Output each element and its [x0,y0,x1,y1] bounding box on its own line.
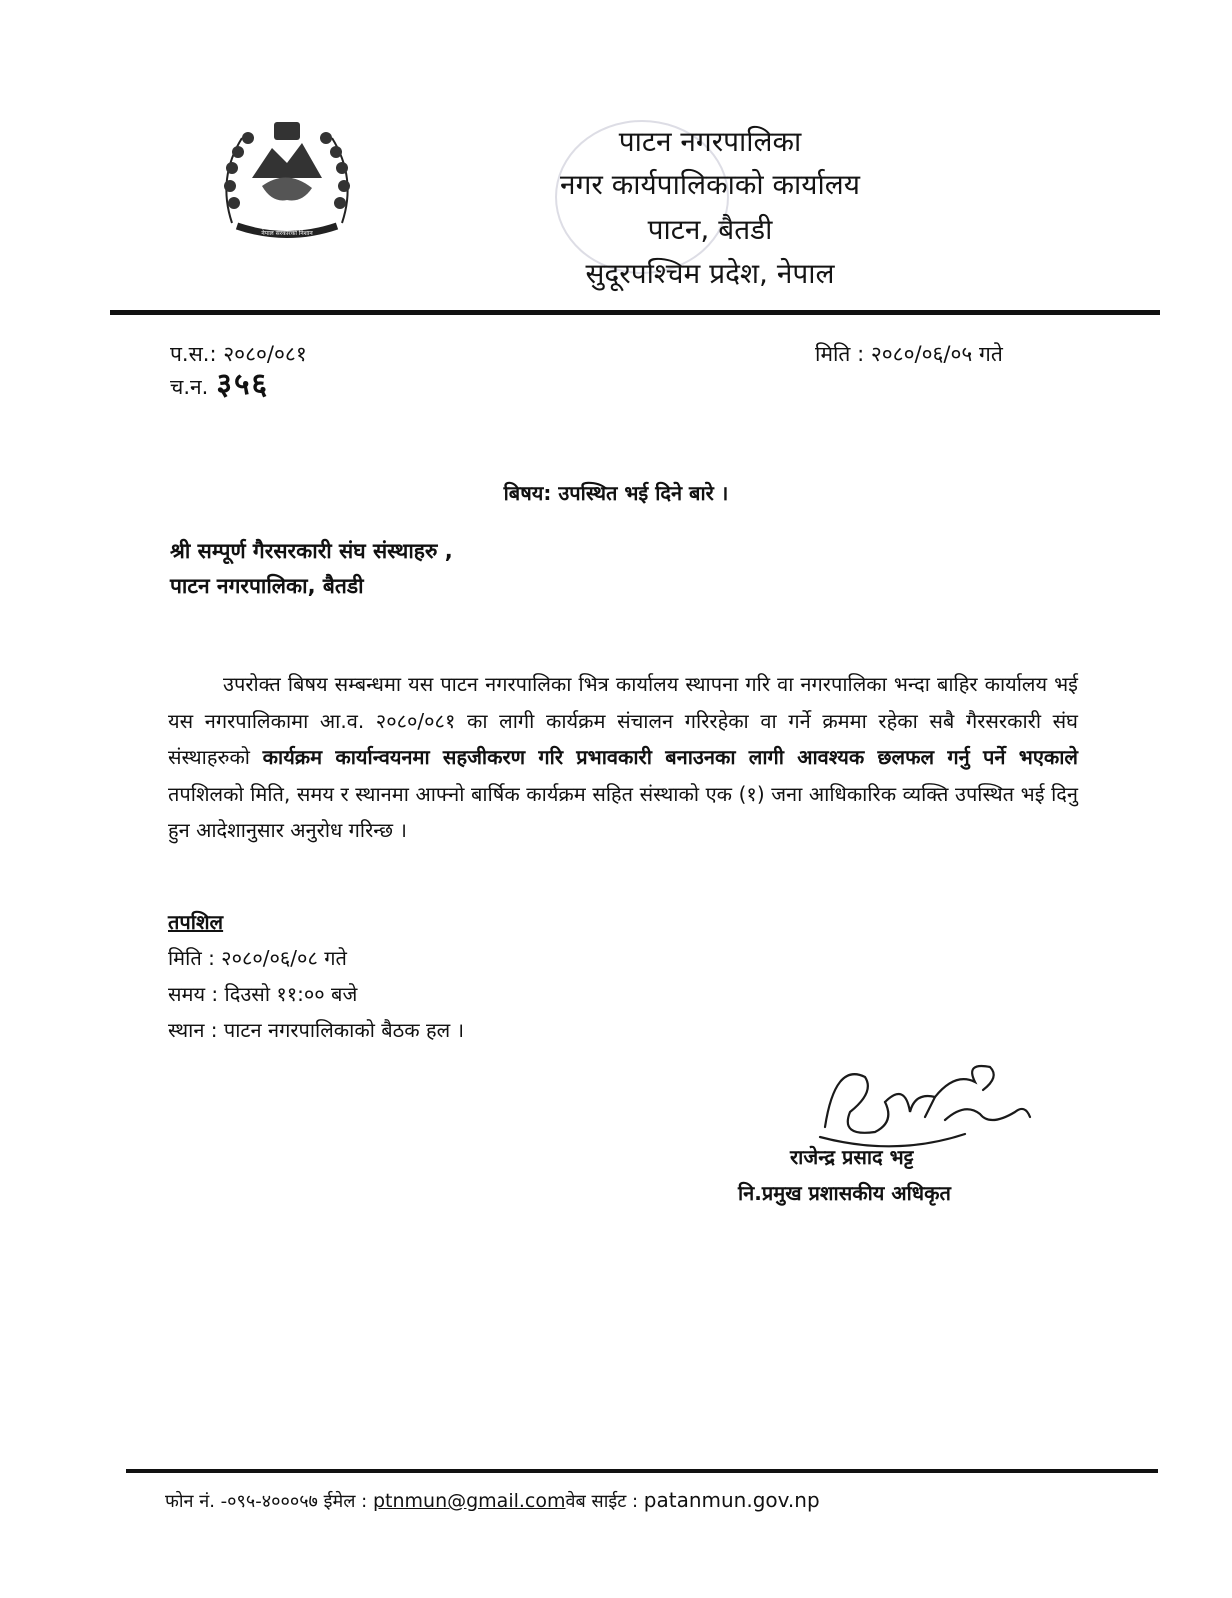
province-country: सुदूरपश्चिम प्रदेश, नेपाल [585,257,835,290]
schedule-place: स्थान : पाटन नगरपालिकाको बैठक हल । [168,1018,465,1042]
footer-email-label: ईमेल : [317,1491,373,1512]
letter-reference-number: प.स.: २०८०/०८१ [170,342,307,366]
header-divider [110,310,1160,315]
dispatch-label: च.न. [170,375,209,399]
office-name: नगर कार्यपालिकाको कार्यालय [560,168,860,201]
addressee-line-1: श्री सम्पूर्ण गैरसरकारी संघ संस्थाहरु , [170,539,453,563]
schedule-heading: तपशिल [168,910,224,934]
emblem-caption: नेपाल सरकारको निशान [261,230,313,237]
office-location: पाटन, बैतडी [647,213,773,246]
body-text-bold: कार्यक्रम कार्यान्वयनमा सहजीकरण गरि प्रभावकारी बनाउनका लागी आवश्यक छलफल गर्नु पर्ने भएकाले [262,745,1078,769]
body-text-part-1: उपरोक्त बिषय सम्बन्धमा यस पाटन नगरपालिका भित्र कार्यालय स्थापना गरि वा नगरपालिका भन्दा बाहिर कार्यालय भई यस नगरपालिकामा आ.व. २०८०/०८१ का लागी कार्यक्रम संचालन गरिरहेका वा गर्ने क्रममा रहेका सबै गैरसरकारी संघ संस्थाहरुको [168,672,1078,769]
letter-date: मिति : २०८०/०६/०५ गते [815,342,1003,366]
letter-body [168,666,1078,849]
dispatch-number-handwritten: ३५६ [216,367,270,402]
dispatch-number [170,367,270,402]
footer-web-label: वेब साईट : [565,1491,644,1512]
footer-divider [126,1469,1158,1473]
signatory-title: नि.प्रमुख प्रशासकीय अधिकृत [738,1181,951,1205]
letter-subject: बिषय: उपस्थित भई दिने बारे । [503,481,729,505]
schedule-time: समय : दिउसो ११:०० बजे [168,982,358,1006]
footer-contact [165,1488,820,1513]
municipality-name: पाटन नगरपालिका [618,125,802,158]
footer-website-link[interactable]: patanmun.gov.np [643,1488,820,1512]
nepal-emblem-logo [212,108,362,243]
signatory-name: राजेन्द्र प्रसाद भट्ट [790,1145,914,1169]
addressee-line-2: पाटन नगरपालिका, बैतडी [170,574,364,598]
schedule-date: मिति : २०८०/०६/०८ गते [168,946,347,970]
footer-phone: फोन नं. -०९५-४०००५७ [165,1491,318,1512]
footer-email-link[interactable]: ptnmun@gmail.com [372,1490,566,1512]
body-text-part-2: तपशिलको मिति, समय र स्थानमा आफ्नो बार्षिक कार्यक्रम सहित संस्थाको एक (१) जना आधिकारिक व्यक्ति उपस्थित भई दिनु हुन आदेशानुसार अनुरोध गरिन्छ । [168,781,1078,842]
